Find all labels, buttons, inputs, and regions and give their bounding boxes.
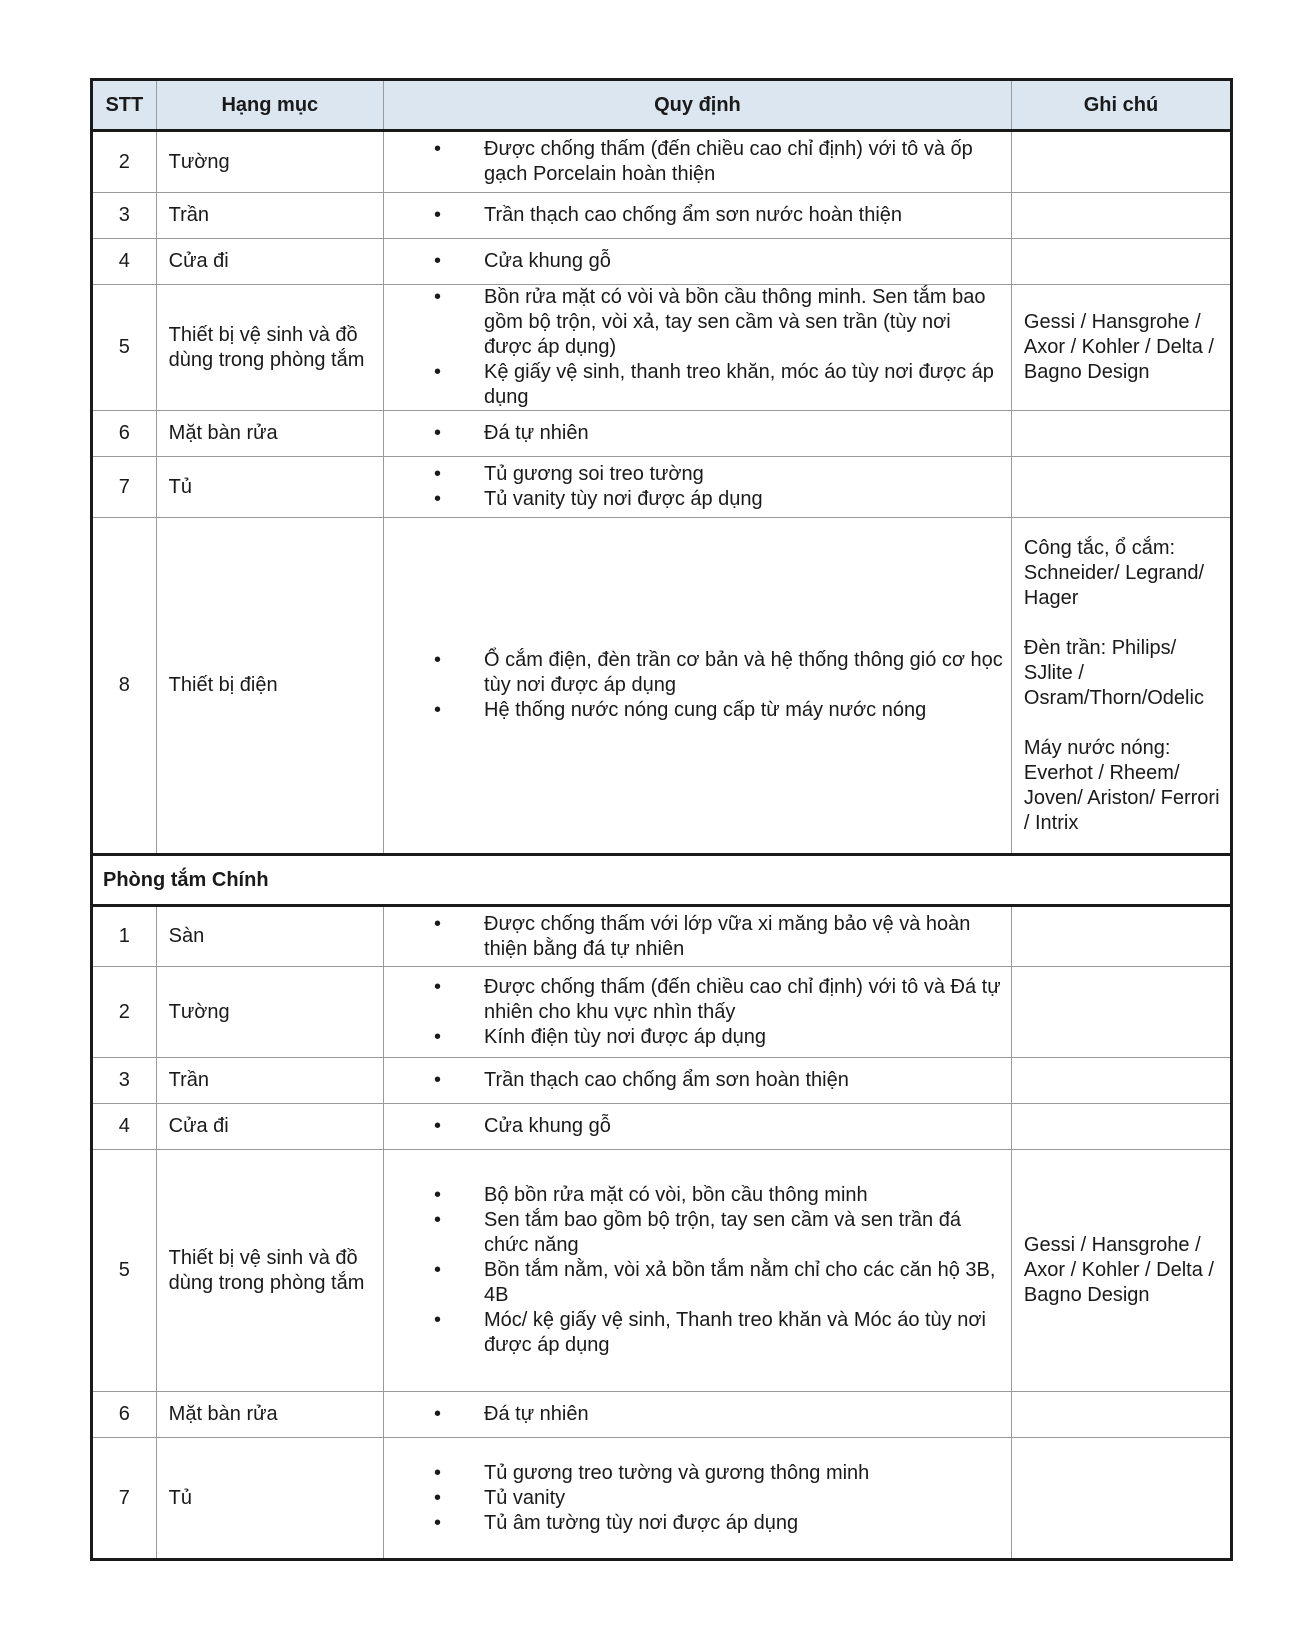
row-stt: 6 — [92, 411, 157, 457]
row-stt: 2 — [92, 131, 157, 193]
header-note: Ghi chú — [1011, 80, 1231, 131]
table-row — [92, 1438, 1232, 1560]
rules-list — [384, 1183, 1011, 1358]
row-item: Trần — [156, 1058, 383, 1104]
row-rules — [384, 906, 1012, 967]
row-note — [1011, 1058, 1231, 1104]
row-note — [1011, 131, 1231, 193]
rule-item: • Cửa khung gỗ — [384, 1114, 1011, 1139]
row-item: Thiết bị điện — [156, 518, 383, 855]
row-item: Cửa đi — [156, 1104, 383, 1150]
rule-item: • Trần thạch cao chống ẩm sơn nước hoàn thiện — [384, 203, 1011, 228]
row-rules — [384, 193, 1012, 239]
spec-table — [90, 78, 1233, 1561]
rule-item: • Ổ cắm điện, đèn trần cơ bản và hệ thống thông gió cơ học tùy nơi được áp dụng — [384, 648, 1011, 698]
row-rules — [384, 411, 1012, 457]
rule-item: • Tủ vanity tùy nơi được áp dụng — [384, 487, 1011, 512]
rule-item: • Tủ gương soi treo tường — [384, 462, 1011, 487]
rules-list — [384, 1402, 1011, 1427]
header-stt: STT — [92, 80, 157, 131]
row-item: Mặt bàn rửa — [156, 1392, 383, 1438]
rule-item: • Được chống thấm (đến chiều cao chỉ định) với tô và Đá tự nhiên cho khu vực nhìn thấy — [384, 975, 1011, 1025]
row-note — [1011, 193, 1231, 239]
row-item: Cửa đi — [156, 239, 383, 285]
row-note — [1011, 239, 1231, 285]
table-row — [92, 285, 1232, 411]
rules-list — [384, 975, 1011, 1050]
table-row — [92, 457, 1232, 518]
rule-item: • Kính điện tùy nơi được áp dụng — [384, 1025, 1011, 1050]
table-row — [92, 967, 1232, 1058]
rule-item: • Bồn rửa mặt có vòi và bồn cầu thông minh. Sen tắm bao gồm bộ trộn, vòi xả, tay sen cầm và sen trần (tùy nơi được áp dụng) — [384, 285, 1011, 360]
table-row — [92, 1392, 1232, 1438]
row-rules — [384, 1392, 1012, 1438]
row-note — [1011, 1392, 1231, 1438]
row-stt: 8 — [92, 518, 157, 855]
table-row — [92, 1058, 1232, 1104]
row-rules — [384, 518, 1012, 855]
rules-list — [384, 1068, 1011, 1093]
table-row — [92, 1104, 1232, 1150]
row-stt: 5 — [92, 285, 157, 411]
row-stt: 1 — [92, 906, 157, 967]
row-item: Tường — [156, 131, 383, 193]
table-row — [92, 906, 1232, 967]
row-note — [1011, 518, 1231, 855]
rule-item: • Được chống thấm (đến chiều cao chỉ định) với tô và ốp gạch Porcelain hoàn thiện — [384, 137, 1011, 187]
rules-list — [384, 421, 1011, 446]
rule-item: • Trần thạch cao chống ẩm sơn hoàn thiện — [384, 1068, 1011, 1093]
row-note — [1011, 457, 1231, 518]
rules-list — [384, 1114, 1011, 1139]
rules-list — [384, 249, 1011, 274]
row-item: Thiết bị vệ sinh và đồ dùng trong phòng tắm — [156, 1150, 383, 1392]
rules-list — [384, 648, 1011, 723]
section-row — [92, 855, 1232, 906]
note-text: Gessi / Hansgrohe / Axor / Kohler / Delta / Bagno Design — [1023, 311, 1214, 383]
table-row — [92, 131, 1232, 193]
rule-item: • Đá tự nhiên — [384, 421, 1011, 446]
table-row — [92, 518, 1232, 855]
rules-list — [384, 1461, 1011, 1536]
row-item: Thiết bị vệ sinh và đồ dùng trong phòng tắm — [156, 285, 383, 411]
rules-list — [384, 137, 1011, 187]
rule-item: • Sen tắm bao gồm bộ trộn, tay sen cầm và sen trần đá chức năng — [384, 1208, 1011, 1258]
header-item: Hạng mục — [156, 80, 383, 131]
row-stt: 4 — [92, 239, 157, 285]
table-row — [92, 411, 1232, 457]
row-note — [1011, 1438, 1231, 1560]
rule-item: • Tủ vanity — [384, 1486, 1011, 1511]
row-stt: 3 — [92, 193, 157, 239]
row-stt: 5 — [92, 1150, 157, 1392]
row-rules — [384, 239, 1012, 285]
row-item: Trần — [156, 193, 383, 239]
row-rules — [384, 1438, 1012, 1560]
row-note — [1011, 1104, 1231, 1150]
row-rules — [384, 457, 1012, 518]
note-text: Gessi / Hansgrohe / Axor / Kohler / Delta / Bagno Design — [1023, 1234, 1214, 1306]
row-stt: 7 — [92, 457, 157, 518]
row-item: Sàn — [156, 906, 383, 967]
row-rules — [384, 1104, 1012, 1150]
note-text: Công tắc, ổ cắm: Schneider/ Legrand/ Hager Đèn trần: Philips/ SJlite / Osram/Thorn/Odelic Máy nước nóng: Everhot / Rheem/ Joven/ Ariston/ Ferrori / Intrix — [1023, 536, 1220, 834]
rules-list — [384, 462, 1011, 512]
table-body — [92, 131, 1232, 1560]
table-row — [92, 239, 1232, 285]
row-rules — [384, 967, 1012, 1058]
row-rules — [384, 1150, 1012, 1392]
rule-item: • Hệ thống nước nóng cung cấp từ máy nước nóng — [384, 698, 1011, 723]
row-note — [1011, 1150, 1231, 1392]
rules-list — [384, 203, 1011, 228]
row-item: Tủ — [156, 457, 383, 518]
row-stt: 2 — [92, 967, 157, 1058]
rules-list — [384, 912, 1011, 962]
rule-item: • Được chống thấm với lớp vữa xi măng bảo vệ và hoàn thiện bằng đá tự nhiên — [384, 912, 1011, 962]
row-note — [1011, 967, 1231, 1058]
row-rules — [384, 1058, 1012, 1104]
section-title: Phòng tắm Chính — [92, 855, 1232, 906]
row-note — [1011, 411, 1231, 457]
rule-item: • Móc/ kệ giấy vệ sinh, Thanh treo khăn và Móc áo tùy nơi được áp dụng — [384, 1308, 1011, 1358]
table-row — [92, 193, 1232, 239]
table-header — [92, 80, 1232, 131]
rule-item: • Bồn tắm nằm, vòi xả bồn tắm nằm chỉ cho các căn hộ 3B, 4B — [384, 1258, 1011, 1308]
rules-list — [384, 285, 1011, 410]
row-item: Tường — [156, 967, 383, 1058]
row-stt: 3 — [92, 1058, 157, 1104]
rule-item: • Bộ bồn rửa mặt có vòi, bồn cầu thông minh — [384, 1183, 1011, 1208]
row-stt: 4 — [92, 1104, 157, 1150]
header-rule: Quy định — [384, 80, 1012, 131]
row-item: Mặt bàn rửa — [156, 411, 383, 457]
rule-item: • Cửa khung gỗ — [384, 249, 1011, 274]
row-rules — [384, 131, 1012, 193]
rule-item: • Tủ âm tường tùy nơi được áp dụng — [384, 1511, 1011, 1536]
row-stt: 6 — [92, 1392, 157, 1438]
row-stt: 7 — [92, 1438, 157, 1560]
row-note — [1011, 285, 1231, 411]
row-item: Tủ — [156, 1438, 383, 1560]
table-row — [92, 1150, 1232, 1392]
rule-item: • Kệ giấy vệ sinh, thanh treo khăn, móc áo tùy nơi được áp dụng — [384, 360, 1011, 410]
row-rules — [384, 285, 1012, 411]
row-note — [1011, 906, 1231, 967]
rule-item: • Tủ gương treo tường và gương thông minh — [384, 1461, 1011, 1486]
rule-item: • Đá tự nhiên — [384, 1402, 1011, 1427]
